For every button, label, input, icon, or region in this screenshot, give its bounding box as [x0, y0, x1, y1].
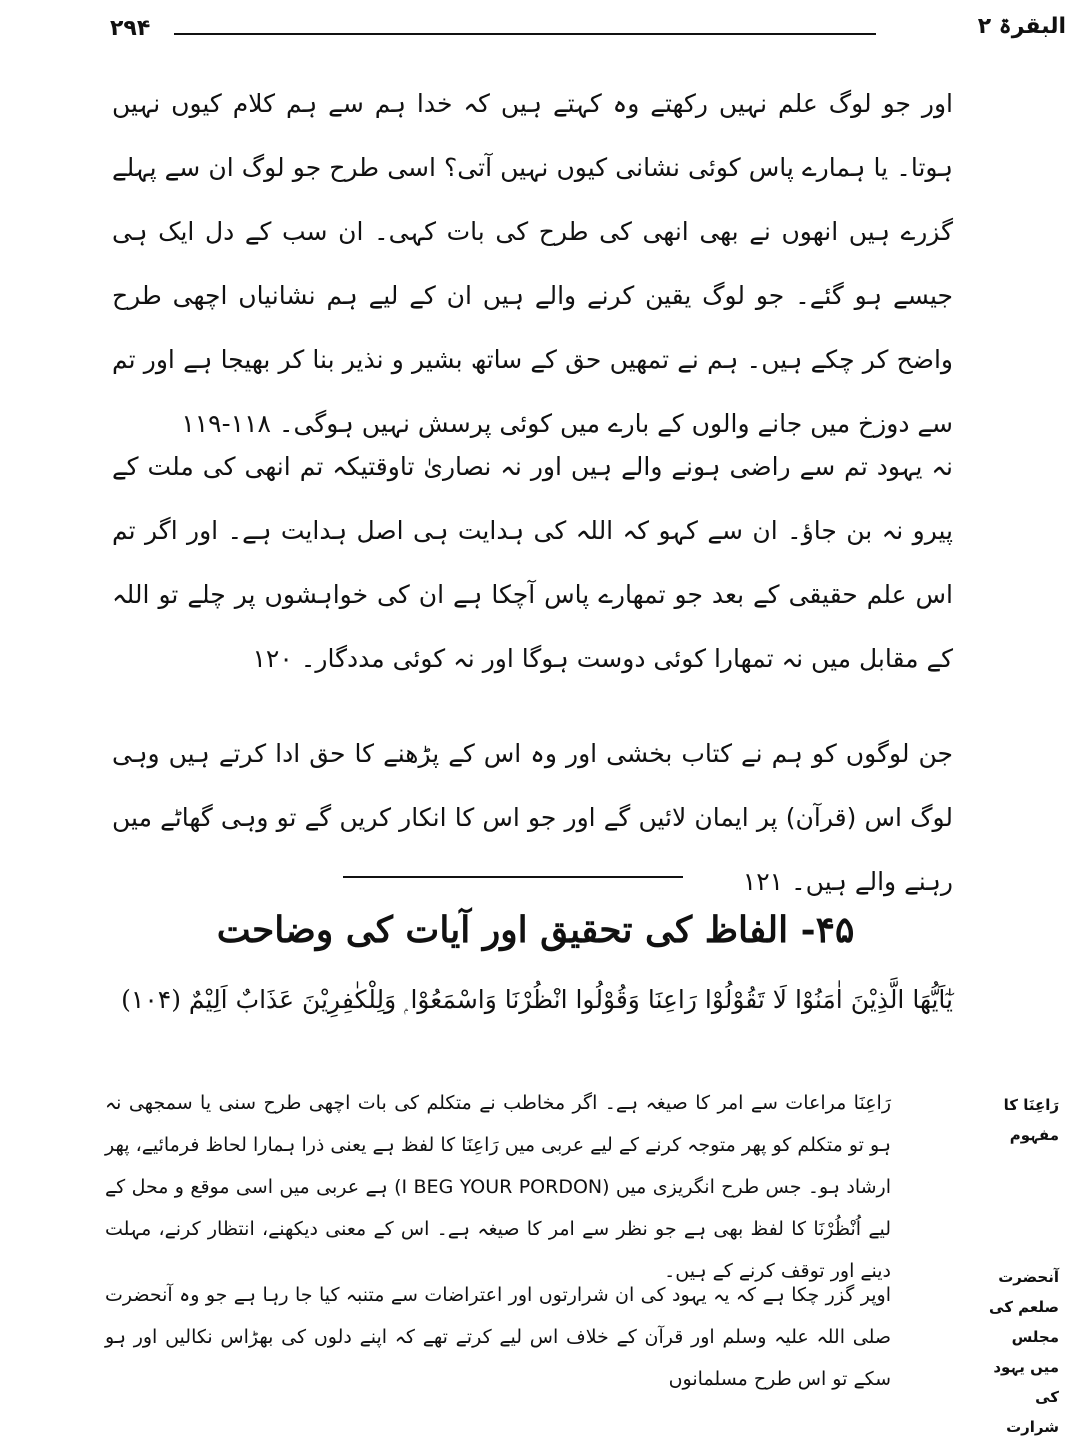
header-rule	[174, 33, 876, 35]
commentary-paragraph-2: اوپر گزر چکا ہے کہ یہ یہود کی ان شرارتوں اور اعتراضات سے متنبہ کیا جا رہا ہے جو وہ آنحضرت صلی اللہ علیہ وسلم اور قرآن کے خلاف اس لیے کرتے تھے کہ اپنے دلوں کی بھڑاس نکالیں اور ہو سکے تو اس طرح مسلمانوں	[105, 1284, 891, 1390]
section-divider	[343, 876, 683, 878]
margin-note-mischief: آنحضرت صلعم کی مجلس میں یہود کی شرارت	[989, 1268, 1059, 1436]
margin-note-raina: رَاعِنَا کا مفہوم	[1003, 1096, 1059, 1144]
commentary-paragraph-1: رَاعِنَا مراعات سے امر کا صیغہ ہے۔ اگر مخاطب نے متکلم کی بات اچھی طرح سنی یا سمجھی نہ ہو تو متکلم کو پھر متوجہ کرنے کے لیے عربی میں رَاعِنَا کا لفظ ہے یعنی ذرا ہمارا لحاظ فرمائیے، پھر ارشاد ہو۔ جس طرح انگریزی میں (I BEG YOUR PORDON) ہے عربی میں اسی موقع و محل کے لیے اُنْظُرْنَا کا لفظ بھی ہے جو نظر سے امر کا صیغہ ہے۔ اس کے معنی دیکھنے، انتظار کرنے، مہلت دینے اور توقف کرنے کے ہیں۔	[105, 1092, 891, 1282]
translation-paragraph-3: جن لوگوں کو ہم نے کتاب بخشی اور وہ اس کے پڑھنے کا حق ادا کرتے ہیں وہی لوگ اس (قرآن) پر ایمان لائیں گے اور جو اس کا انکار کریں گے تو وہی گھاٹے میں رہنے والے ہیں۔ ۱۲۱	[112, 739, 953, 896]
translation-paragraph-1: اور جو لوگ علم نہیں رکھتے وہ کہتے ہیں کہ خدا ہم سے ہم کلام کیوں نہیں ہوتا۔ یا ہمارے پاس کوئی نشانی کیوں نہیں آتی؟ اسی طرح جو لوگ ان سے پہلے گزرے ہیں انھوں نے بھی انھی کی طرح کی بات کہی۔ ان سب کے دل ایک ہی جیسے ہو گئے۔ جو لوگ یقین کرنے والے ہیں ان کے لیے ہم نشانیاں اچھی طرح واضح کر چکے ہیں۔ ہم نے تمھیں حق کے ساتھ بشیر و نذیر بنا کر بھیجا ہے اور تم سے دوزخ میں جانے والوں کے بارے میں کوئی پرسش نہیں ہوگی۔ ۱۱۸-۱۱۹	[112, 89, 953, 438]
section-heading: ۴۵- الفاظ کی تحقیق اور آیات کی وضاحت	[216, 909, 855, 951]
surah-title: البقرۃ ۲	[977, 14, 1066, 39]
translation-paragraph-2: نہ یہود تم سے راضی ہونے والے ہیں اور نہ نصاریٰ تاوقتیکہ تم انھی کی ملت کے پیرو نہ بن جاؤ۔ ان سے کہو کہ اللہ کی ہدایت ہی اصل ہدایت ہے۔ اور اگر تم اس علم حقیقی کے بعد جو تمھارے پاس آچکا ہے ان کی خواہشوں پر چلے تو اللہ کے مقابل میں نہ تمھارا کوئی دوست ہوگا اور نہ کوئی مددگار۔ ۱۲۰	[112, 452, 953, 673]
page-header	[110, 14, 1066, 48]
page-number: ۲۹۴	[110, 16, 151, 41]
quran-verse: یٰٓاَیُّھَا الَّذِیْنَ اٰمَنُوْا لَا تَقُوْلُوْا رَاعِنَا وَقُوْلُوا انْظُرْنَا وَاسْمَعُوْا ۭ وَلِلْکٰفِرِیْنَ عَذَابٌ اَلِیْمٌ (۱۰۴)	[121, 985, 953, 1014]
